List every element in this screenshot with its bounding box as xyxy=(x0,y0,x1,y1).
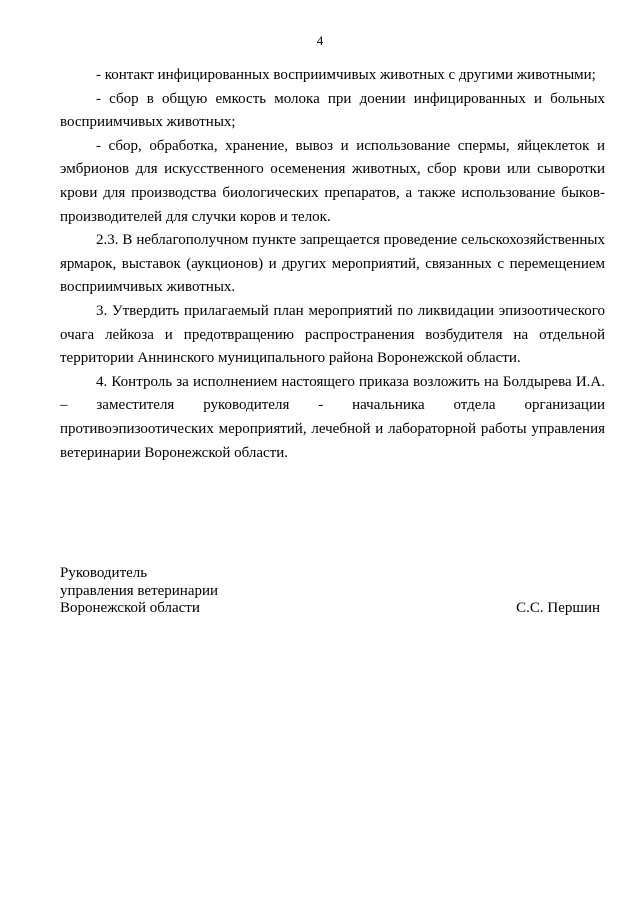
signature-title-line-2: управления ветеринарии xyxy=(60,582,219,599)
paragraph-milk-collection: - сбор в общую емкость молока при доении инфицированных и больных восприимчивых животных; xyxy=(60,90,605,131)
page-number: 4 xyxy=(316,33,324,48)
paragraph-4: 4. Контроль за исполнением настоящего приказа возложить на Болдырева И.А. – заместителя руководителя - начальника отдела организации противоэпизоотических мероприятий, лечебной и лабораторной работы управления ветеринарии Воронежской области. xyxy=(60,373,605,461)
signatory-name: С.С. Першин xyxy=(516,600,600,616)
paragraph-contact: - контакт инфицированных восприимчивых животных с другими животными; xyxy=(96,67,596,83)
paragraph-sperm-embryos: - сбор, обработка, хранение, вывоз и использование спермы, яйцеклеток и эмбрионов для искусственного осеменения животных, сбор крови или сыворотки крови для производства биологических препаратов, а также использование быков-производителей для случки коров и телок. xyxy=(60,137,605,225)
paragraph-3: 3. Утвердить прилагаемый план мероприятий по ликвидации эпизоотического очага лейкоза и предотвращению распространения возбудителя на отдельной территории Аннинского муниципального района Воронежской области. xyxy=(60,302,605,367)
document-body xyxy=(60,64,605,465)
signature-title-line-1: Руководитель xyxy=(60,565,148,581)
signature-title-line-3: Воронежской области xyxy=(60,600,200,616)
signature-block xyxy=(60,565,600,618)
paragraph-2-3: 2.3. В неблагополучном пункте запрещается проведение сельскохозяйственных ярмарок, выставок (аукционов) и других мероприятий, связанных с перемещением восприимчивых животных. xyxy=(60,232,605,296)
